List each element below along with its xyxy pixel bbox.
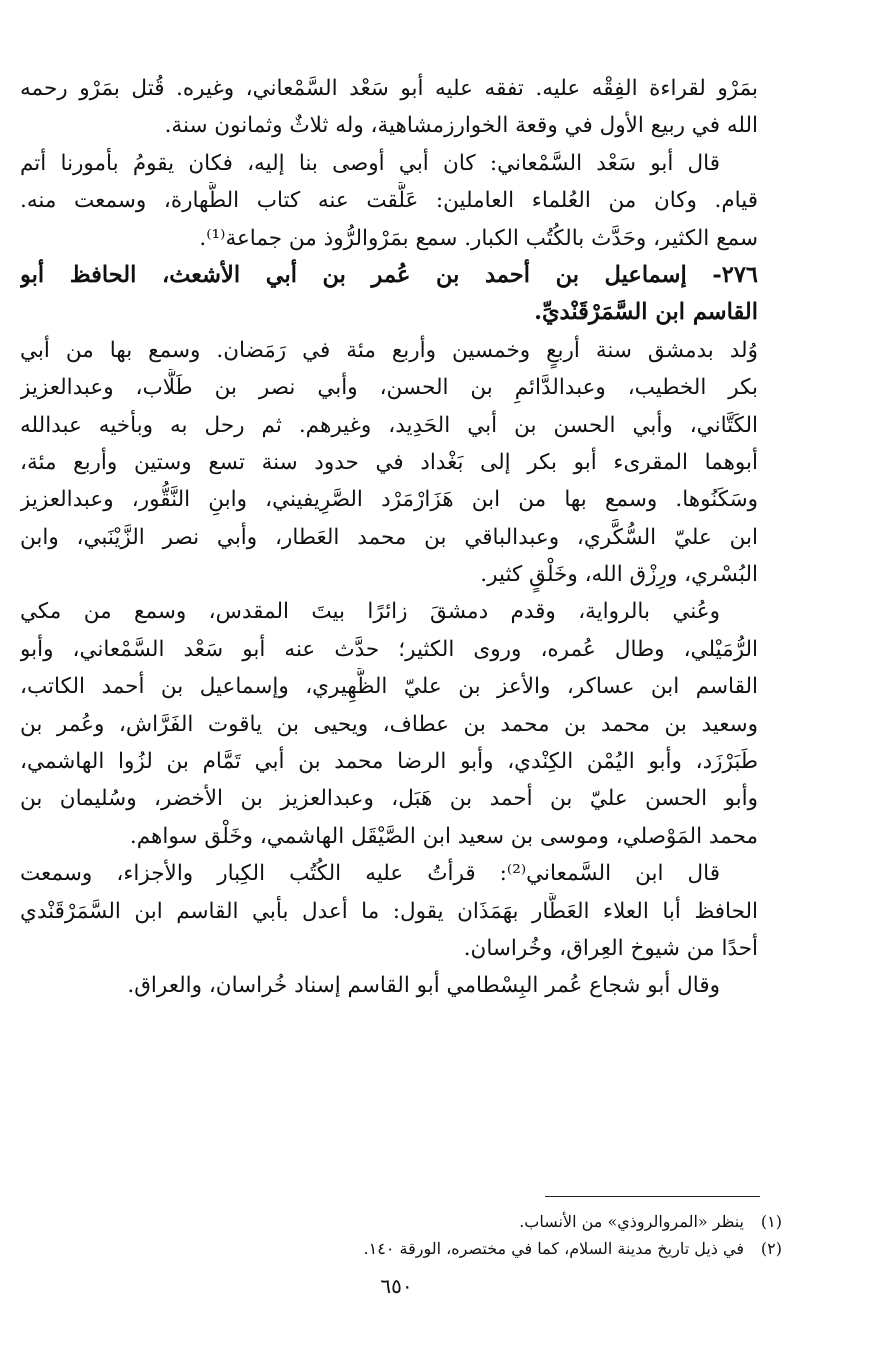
footnote-number: (١) <box>760 1212 782 1231</box>
text-line: الحافظ أبا العلاء العَطَّار بهَمَذَان يقول: ما أعدل بأبي القاسم ابن السَّمَرْقَنْدي <box>20 898 758 924</box>
text-line: بمَرْو لقراءة الفِقْه عليه. تفقه عليه أبو سَعْد السَّمْعاني، وغيره. قُتل بمَرْو رحمه <box>20 76 758 101</box>
page-body <box>20 70 758 1005</box>
text-line: قال أبو سَعْد السَّمْعاني: كان أبي أوصى بنا إليه، فكان يقومُ بأمورنا أتم <box>20 150 720 176</box>
text-line: سمع الكثير، وحَدَّث بالكُتُب الكبار. سمع بمَرْوالرُّوذ من جماعة⁽¹⁾. <box>199 225 758 251</box>
text-line: الله في ربيع الأول في وقعة الخوارزمشاهية، وله ثلاثٌ وثمانون سنة. <box>164 113 758 139</box>
text-line: وعُني بالرواية، وقدم دمشقَ زائرًا بيتَ المقدس، وسمع من مكي <box>20 599 720 625</box>
footnote <box>20 1235 782 1262</box>
text-line: طَبَرْزَد، وأبو اليُمْن الكِنْدي، وأبو الرضا محمد بن أبي تَمَّام بن لزُوا الهاشمي، <box>20 749 758 775</box>
entry-heading: القاسم ابن السَّمَرْقَنْديِّ. <box>534 299 758 326</box>
footnotes <box>20 1208 782 1262</box>
text-line: الرُّمَيْلي، وطال عُمره، وروى الكثير؛ حدَّث عنه أبو سَعْد السَّمْعاني، وأبو <box>20 636 758 662</box>
text-line: أحدًا من شيوخ العِراق، وخُراسان. <box>463 935 758 961</box>
text-line: قيام. وكان من العُلماء العاملين: عَلَّقت عنه كتاب الطَّهارة، وسمعت منه. <box>20 188 758 214</box>
text-line: محمد المَوْصلي، وموسى بن سعيد ابن الصَّيْقَل الهاشمي، وخَلْق سواهم. <box>129 823 758 849</box>
footnote-text: ينظر «المروالروذي» من الأنساب. <box>519 1212 744 1231</box>
text-line: وسَكَنُوها. وسمع بها من ابن هَزَارْمَرْد الصَّرِيفيني، وابنِ النَّقُّور، وعبدالعزيز <box>20 487 758 513</box>
entry-heading: ٢٧٦- إسماعيل بن أحمد بن عُمر بن أبي الأشعث، الحافظ أبو <box>20 261 758 288</box>
text-line: وأبو الحسن عليّ بن أحمد بن هَبَل، وعبدالعزيز بن الأخضر، وسُليمان بن <box>20 786 758 812</box>
text-line: وقال أبو شجاع عُمر البِسْطامي أبو القاسم إسناد خُراسان، والعراق. <box>127 973 720 999</box>
text-line: قال ابن السَّمعاني⁽²⁾: قرأتُ عليه الكُتُب الكِبار والأجزاء، وسمعت <box>20 861 721 887</box>
page-number: ٦٥٠ <box>380 1274 413 1298</box>
text-line: أبوهما المقرىء أبو بكر إلى بَغْداد في حدود سنة تسع وستين وأربع مئة، <box>20 449 758 475</box>
text-line: بكر الخطيب، وعبدالدَّائمِ بن الحسن، وأبي نصر بن طَلَّاب، وعبدالعزيز <box>20 375 758 401</box>
text-line: البُسْري، ورِزْق الله، وخَلْقٍ كثير. <box>480 562 758 588</box>
text-line: الكَتَّاني، وأبي الحسن بن أبي الحَدِيد، وغيرهم. ثم رحل به وبأخيه عبدالله <box>20 412 758 438</box>
footnote <box>20 1208 782 1235</box>
footnote-number: (٢) <box>760 1239 782 1258</box>
footnote-text: في ذيل تاريخ مدينة السلام، كما في مختصره، الورقة ١٤٠. <box>363 1239 744 1258</box>
text-line: وُلد بدمشق سنة أربعٍ وخمسين وأربع مئة في رَمَضان. وسمع بها من أبي <box>20 337 758 363</box>
text-line: وسعيد بن محمد بن محمد بن عطاف، ويحيى بن ياقوت الفَرَّاش، وعُمر بن <box>20 711 758 737</box>
text-line: القاسم ابن عساكر، والأعز بن عليّ الظَّهِيري، وإسماعيل بن أحمد الكاتب، <box>20 674 758 700</box>
footnote-divider <box>545 1196 760 1197</box>
text-line: ابن عليّ السُّكَّري، وعبدالباقي بن محمد العَطار، وأبي نصر الزَّيْنَبي، وابن <box>20 524 758 550</box>
